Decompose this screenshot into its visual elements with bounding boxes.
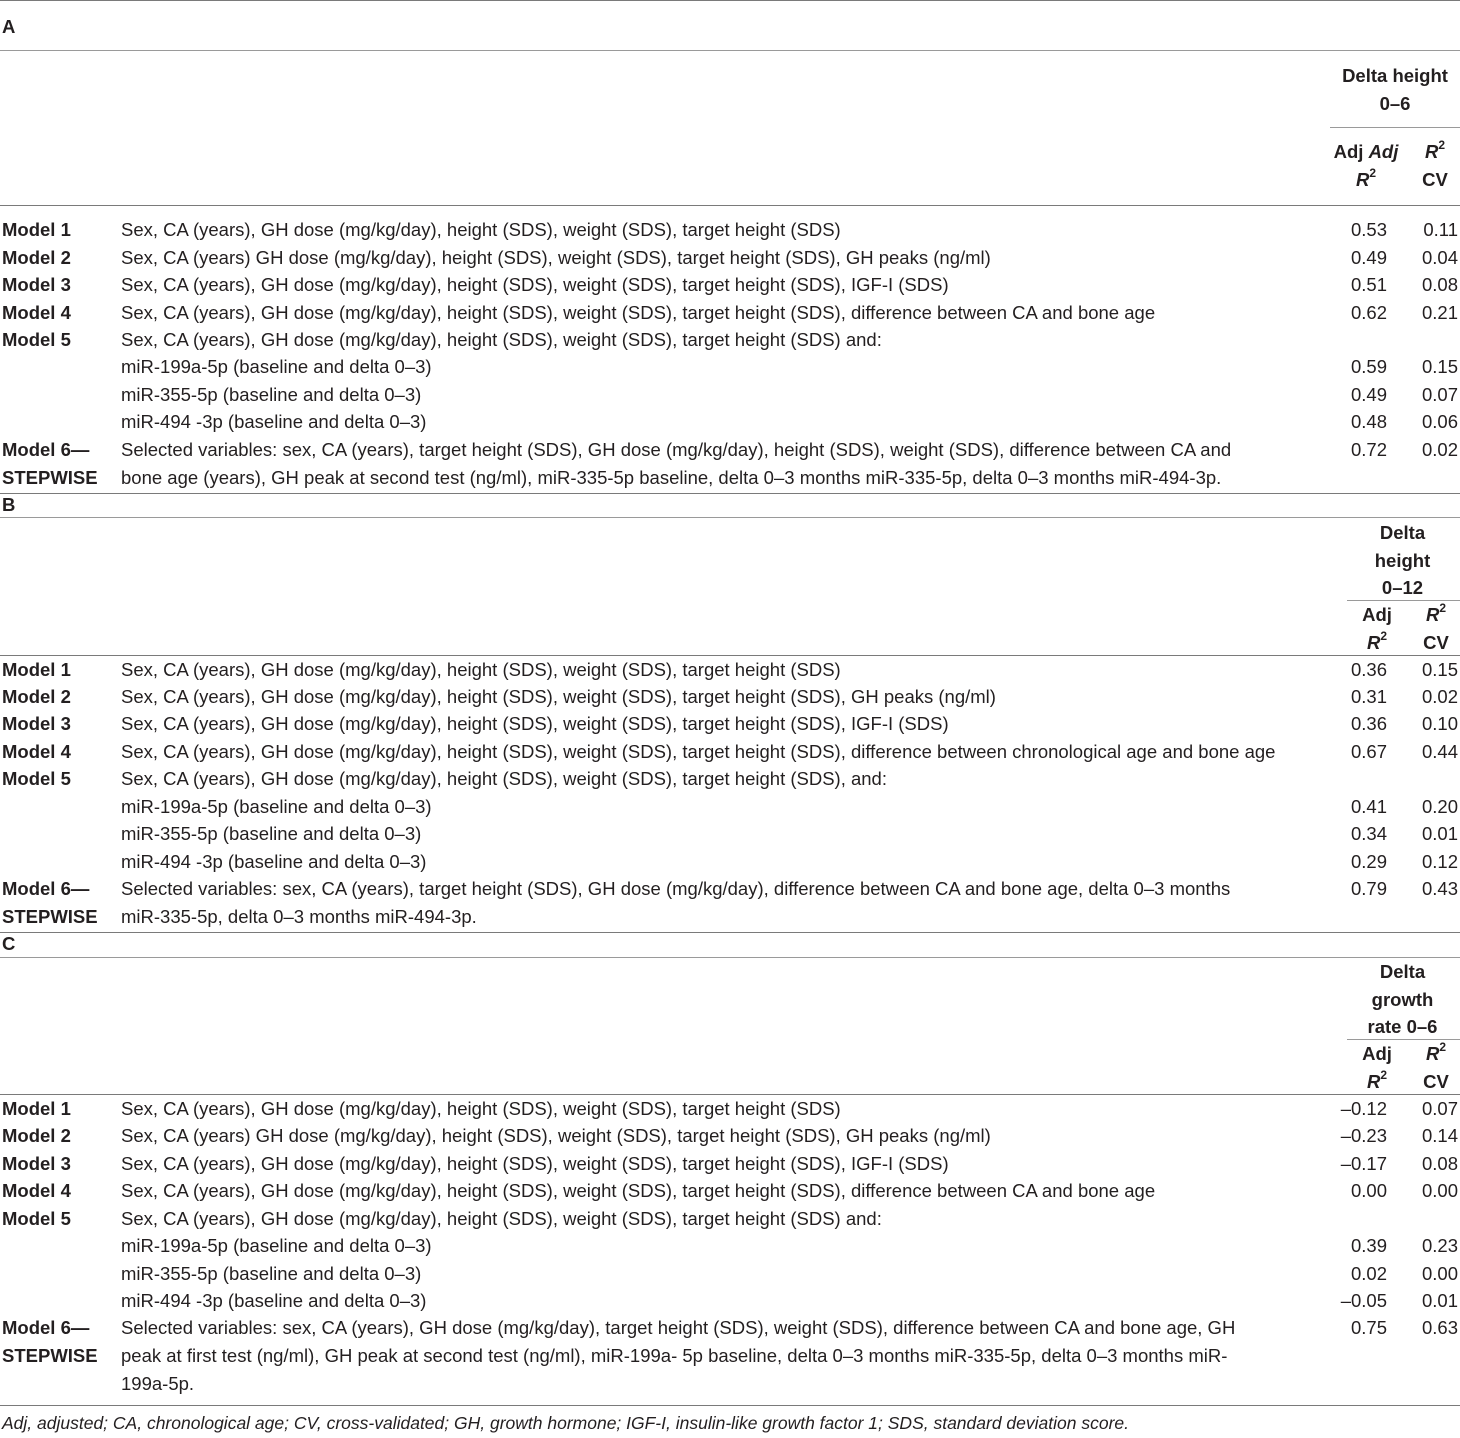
section-c-group-header: Delta growth rate 0–6: [1367, 961, 1438, 1037]
table-top-rule: [0, 0, 1460, 1]
section-b-col-cv: $R^2$ CV: [1423, 601, 1449, 653]
table-bottom-rule: [0, 1405, 1460, 1406]
table-row: Model 4 Sex, CA (years), GH dose (mg/kg/day), height (SDS), weight (SDS), target height (SDS), difference between chronological age and bone age 0.67 0.44: [2, 741, 1458, 762]
section-c-top-rule: [0, 932, 1460, 933]
section-b-col-adj: Adj $R^2$: [1362, 604, 1392, 653]
section-a-col-adj: Adj Adj $R^2$: [1333, 141, 1399, 190]
section-b-group-header: Delta height 0–12: [1374, 522, 1431, 598]
table-row-stepwise: Model 6— STEPWISE Selected variables: sex, CA (years), GH dose (mg/kg/day), target height (SDS), weight (SDS), difference between CA and bone age, GH peak at first test (ng/ml), GH peak at second test (ng/ml), miR-199a- 5p baseline, delta 0–3 months miR-335-5p, delta 0–3 months miR- 199a-5p. 0.75 0.63: [2, 1317, 1458, 1394]
section-a-group-rule: [1330, 127, 1460, 128]
table-row: Model 1 Sex, CA (years), GH dose (mg/kg/day), height (SDS), weight (SDS), target height (SDS) –0.12 0.07: [2, 1098, 1458, 1119]
table-row: miR-199a-5p (baseline and delta 0–3) 0.41 0.20: [121, 796, 1458, 817]
table-row: Model 3 Sex, CA (years), GH dose (mg/kg/day), height (SDS), weight (SDS), target height (SDS), IGF-I (SDS) 0.51 0.08: [2, 274, 1458, 295]
table-row: miR-355-5p (baseline and delta 0–3) 0.49 0.07: [121, 384, 1458, 405]
table-row: Model 5 Sex, CA (years), GH dose (mg/kg/day), height (SDS), weight (SDS), target height (SDS) and:: [2, 1208, 882, 1229]
table-row: Model 3 Sex, CA (years), GH dose (mg/kg/day), height (SDS), weight (SDS), target height (SDS), IGF-I (SDS) –0.17 0.08: [2, 1153, 1458, 1174]
table-row: miR-199a-5p (baseline and delta 0–3) 0.59 0.15: [121, 356, 1458, 377]
section-b-rule: [0, 517, 1460, 518]
section-label-a: A: [2, 16, 16, 37]
table-row: miR-355-5p (baseline and delta 0–3) 0.34 0.01: [121, 823, 1458, 844]
table-row: Model 2 Sex, CA (years) GH dose (mg/kg/day), height (SDS), weight (SDS), target height (SDS), GH peaks (ng/ml) –0.23 0.14: [2, 1125, 1458, 1146]
table-row: miR-494 -3p (baseline and delta 0–3) 0.48 0.06: [121, 411, 1458, 432]
section-c-rule: [0, 957, 1460, 958]
table-row-stepwise: Model 6— STEPWISE Selected variables: sex, CA (years), target height (SDS), GH dose (mg/kg/day), height (SDS), weight (SDS), difference between CA and bone age (years), GH peak at second test (ng/ml), miR-335-5p baseline, delta 0–3 months miR-335-5p, delta 0–3 months miR-494-3p. 0.72 0.02: [2, 439, 1458, 488]
table-row: Model 2 Sex, CA (years) GH dose (mg/kg/day), height (SDS), weight (SDS), target height (SDS), GH peaks (ng/ml) 0.49 0.04: [2, 247, 1458, 268]
table-row: Model 1 Sex, CA (years), GH dose (mg/kg/day), height (SDS), weight (SDS), target height (SDS) 0.53 0.11: [2, 219, 1458, 240]
table-row: miR-355-5p (baseline and delta 0–3) 0.02 0.00: [121, 1263, 1458, 1284]
section-b-top-rule: [0, 493, 1460, 494]
table-row: Model 4 Sex, CA (years), GH dose (mg/kg/day), height (SDS), weight (SDS), target height (SDS), difference between CA and bone age 0.00 0.00: [2, 1180, 1458, 1201]
table-row-stepwise: Model 6— STEPWISE Selected variables: sex, CA (years), target height (SDS), GH dose (mg/kg/day), difference between CA and bone age, delta 0–3 months miR-335-5p, delta 0–3 months miR-494-3p. 0.79 0.43: [2, 878, 1458, 927]
section-a-rule: [0, 50, 1460, 51]
section-c-col-adj: Adj $R^2$: [1362, 1043, 1392, 1092]
section-c-col-cv: $R^2$ CV: [1423, 1040, 1449, 1092]
section-a-group-header: Delta height 0–6: [1342, 65, 1448, 114]
section-label-b: B: [2, 494, 16, 515]
table-row: Model 1 Sex, CA (years), GH dose (mg/kg/day), height (SDS), weight (SDS), target height (SDS) 0.36 0.15: [2, 659, 1458, 680]
section-a-header-rule: [0, 205, 1460, 206]
section-a-col-cv: $R^2$ CV: [1422, 138, 1448, 190]
table-row: Model 2 Sex, CA (years), GH dose (mg/kg/day), height (SDS), weight (SDS), target height (SDS), GH peaks (ng/ml) 0.31 0.02: [2, 686, 1458, 707]
table-row: Model 3 Sex, CA (years), GH dose (mg/kg/day), height (SDS), weight (SDS), target height (SDS), IGF-I (SDS) 0.36 0.10: [2, 713, 1458, 734]
table-footnote: Adj, adjusted; CA, chronological age; CV, cross-validated; GH, growth hormone; IGF-I, insulin-like growth factor 1; SDS, standard deviation score.: [2, 1413, 1129, 1433]
table-row: miR-199a-5p (baseline and delta 0–3) 0.39 0.23: [121, 1235, 1458, 1256]
section-label-c: C: [2, 933, 16, 954]
table-row: miR-494 -3p (baseline and delta 0–3) –0.05 0.01: [121, 1290, 1458, 1311]
table-row: Model 5 Sex, CA (years), GH dose (mg/kg/day), height (SDS), weight (SDS), target height (SDS) and:: [2, 329, 882, 350]
table-row: miR-494 -3p (baseline and delta 0–3) 0.29 0.12: [121, 851, 1458, 872]
table-row: Model 4 Sex, CA (years), GH dose (mg/kg/day), height (SDS), weight (SDS), target height (SDS), difference between CA and bone age 0.62 0.21: [2, 302, 1458, 323]
table-row: Model 5 Sex, CA (years), GH dose (mg/kg/day), height (SDS), weight (SDS), target height (SDS), and:: [2, 768, 887, 789]
